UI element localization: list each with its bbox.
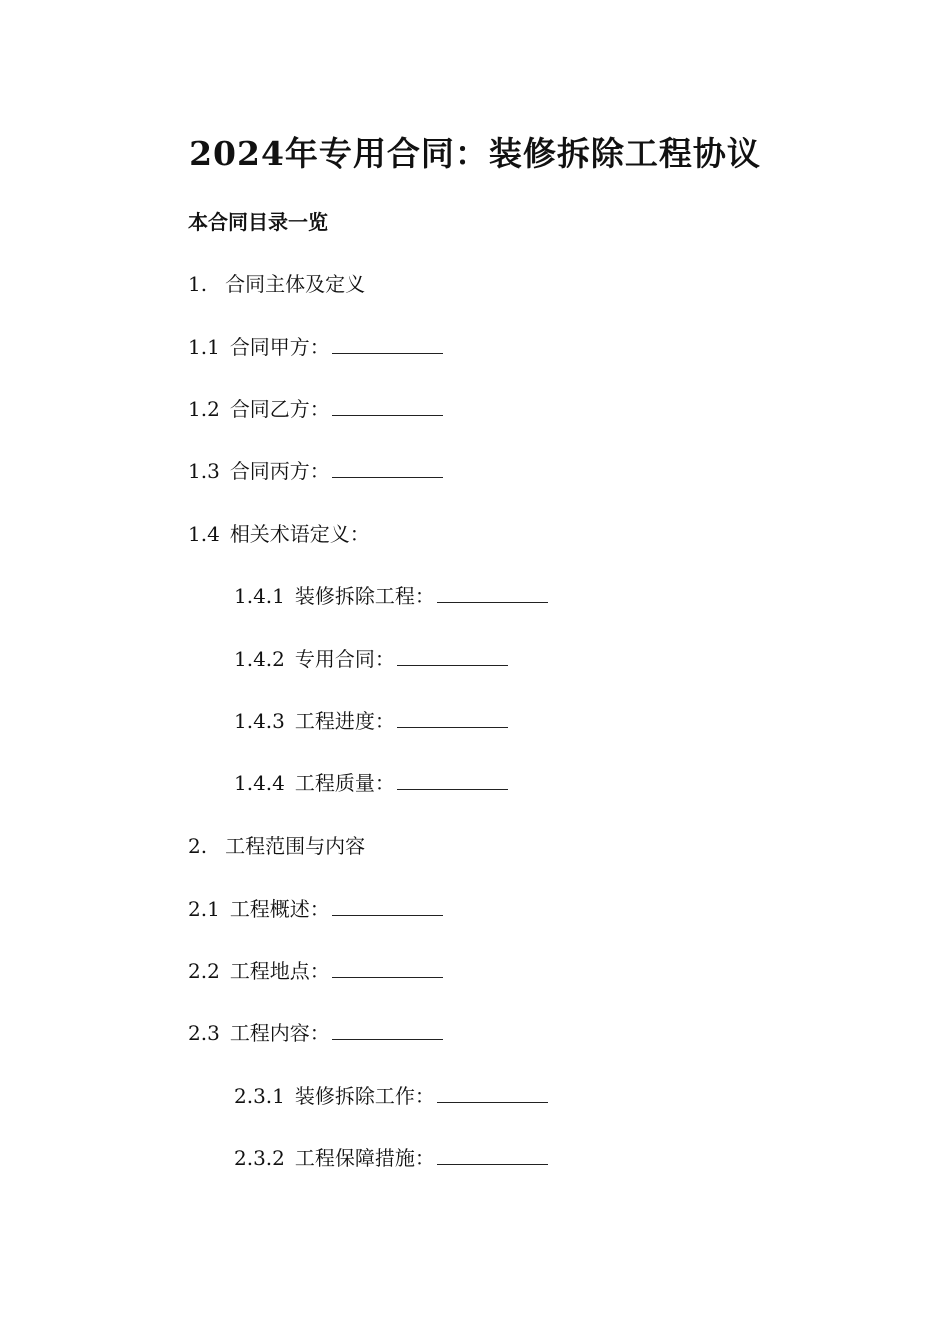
toc-item-1-4 bbox=[188, 520, 370, 548]
fill-in-blank[interactable] bbox=[437, 1144, 548, 1165]
toc-number: 1.4.1 bbox=[234, 584, 285, 608]
toc-text: 装修拆除工作： bbox=[294, 1084, 435, 1108]
fill-in-blank[interactable] bbox=[397, 707, 508, 728]
toc-number: 1. bbox=[188, 272, 208, 296]
toc-number: 2.1 bbox=[188, 897, 220, 921]
toc-text: 合同甲方： bbox=[229, 335, 330, 359]
toc-number: 1.3 bbox=[188, 459, 220, 483]
toc-item-1 bbox=[188, 270, 365, 298]
toc-text: 合同乙方： bbox=[229, 397, 330, 421]
toc-item-2-3 bbox=[188, 1019, 443, 1047]
fill-in-blank[interactable] bbox=[332, 895, 443, 916]
toc-item-1-2 bbox=[188, 395, 443, 423]
toc-item-1-4-4 bbox=[234, 769, 508, 797]
toc-text: 工程进度： bbox=[294, 709, 395, 733]
toc-text: 工程地点： bbox=[229, 959, 330, 983]
toc-item-2-1 bbox=[188, 895, 443, 923]
toc-item-2-3-2 bbox=[234, 1144, 548, 1172]
toc-text: 相关术语定义： bbox=[229, 522, 370, 546]
toc-number: 1.4.3 bbox=[234, 709, 285, 733]
toc-item-1-3 bbox=[188, 457, 443, 485]
page-title: 2024年专用合同：装修拆除工程协议 bbox=[189, 134, 761, 173]
toc-number: 1.2 bbox=[188, 397, 220, 421]
toc-text: 专用合同： bbox=[294, 647, 395, 671]
fill-in-blank[interactable] bbox=[332, 395, 443, 416]
toc-text: 装修拆除工程： bbox=[294, 584, 435, 608]
toc-number: 2.3.1 bbox=[234, 1084, 285, 1108]
toc-number: 2.2 bbox=[188, 959, 220, 983]
toc-number: 2. bbox=[188, 834, 208, 858]
toc-number: 2.3 bbox=[188, 1021, 220, 1045]
toc-text: 合同主体及定义 bbox=[225, 272, 366, 296]
toc-item-1-4-2 bbox=[234, 645, 508, 673]
fill-in-blank[interactable] bbox=[397, 769, 508, 790]
fill-in-blank[interactable] bbox=[332, 457, 443, 478]
toc-item-2 bbox=[188, 832, 365, 860]
toc-item-1-4-1 bbox=[234, 582, 548, 610]
fill-in-blank[interactable] bbox=[332, 1019, 443, 1040]
fill-in-blank[interactable] bbox=[437, 582, 548, 603]
toc-item-1-4-3 bbox=[234, 707, 508, 735]
toc-text: 工程保障措施： bbox=[294, 1146, 435, 1170]
toc-text: 工程范围与内容 bbox=[225, 834, 366, 858]
toc-text: 合同丙方： bbox=[229, 459, 330, 483]
fill-in-blank[interactable] bbox=[437, 1082, 548, 1103]
toc-heading: 本合同目录一览 bbox=[188, 210, 328, 234]
fill-in-blank[interactable] bbox=[332, 957, 443, 978]
toc-text: 工程概述： bbox=[229, 897, 330, 921]
toc-item-2-3-1 bbox=[234, 1082, 548, 1110]
toc-number: 1.1 bbox=[188, 335, 220, 359]
toc-number: 1.4.4 bbox=[234, 771, 285, 795]
toc-item-1-1 bbox=[188, 333, 443, 361]
fill-in-blank[interactable] bbox=[332, 333, 443, 354]
toc-text: 工程内容： bbox=[229, 1021, 330, 1045]
toc-number: 1.4.2 bbox=[234, 647, 285, 671]
toc-item-2-2 bbox=[188, 957, 443, 985]
fill-in-blank[interactable] bbox=[397, 645, 508, 666]
toc-text: 工程质量： bbox=[294, 771, 395, 795]
toc-number: 2.3.2 bbox=[234, 1146, 285, 1170]
toc-number: 1.4 bbox=[188, 522, 220, 546]
